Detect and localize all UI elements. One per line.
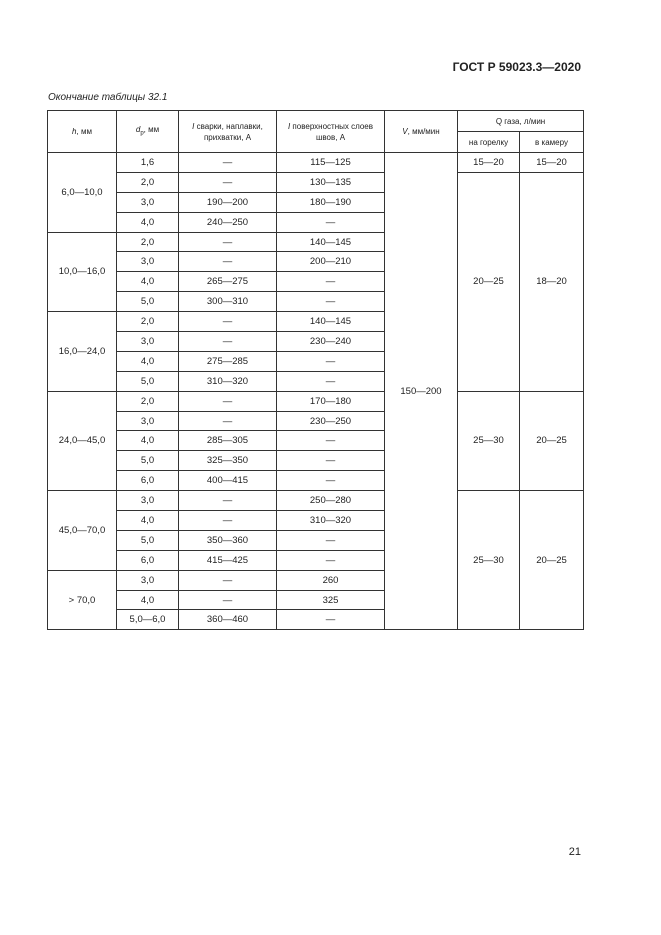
surface-current-cell: — [277, 371, 385, 391]
surface-current-cell: 140—145 [277, 232, 385, 252]
weld-current-cell: 190—200 [179, 192, 277, 212]
weld-current-cell: 350—360 [179, 530, 277, 550]
header-surface-current: I поверхностных слоев швов, А [277, 111, 385, 153]
weld-current-cell: — [179, 570, 277, 590]
weld-current-cell: — [179, 312, 277, 332]
table-body [48, 153, 584, 630]
surface-current-cell: — [277, 292, 385, 312]
header-gas-chamber: в камеру [520, 132, 584, 153]
diameter-cell: 2,0 [117, 232, 179, 252]
weld-current-cell: — [179, 411, 277, 431]
weld-current-cell: — [179, 491, 277, 511]
thickness-cell: > 70,0 [48, 570, 117, 630]
diameter-cell: 4,0 [117, 351, 179, 371]
diameter-cell: 5,0 [117, 292, 179, 312]
weld-current-cell: 310—320 [179, 371, 277, 391]
weld-current-cell: — [179, 332, 277, 352]
surface-current-cell: 140—145 [277, 312, 385, 332]
surface-current-cell: — [277, 530, 385, 550]
surface-current-cell: 310—320 [277, 511, 385, 531]
gas-chamber-cell: 20—25 [520, 491, 584, 630]
diameter-cell: 4,0 [117, 431, 179, 451]
header-gas-torch: на горелку [458, 132, 520, 153]
weld-current-cell: — [179, 153, 277, 173]
gas-chamber-cell: 20—25 [520, 391, 584, 490]
weld-current-cell: 275—285 [179, 351, 277, 371]
table-row [48, 491, 584, 511]
header-electrode-diameter: $d_p$, мм [117, 111, 179, 153]
weld-current-cell: 285—305 [179, 431, 277, 451]
weld-current-cell: — [179, 172, 277, 192]
weld-current-cell: 300—310 [179, 292, 277, 312]
weld-current-cell: 265—275 [179, 272, 277, 292]
welding-parameters-table [47, 110, 584, 630]
surface-current-cell: 260 [277, 570, 385, 590]
gas-torch-cell: 25—30 [458, 491, 520, 630]
weld-current-cell: 325—350 [179, 451, 277, 471]
surface-current-cell: 170—180 [277, 391, 385, 411]
diameter-cell: 2,0 [117, 312, 179, 332]
weld-current-cell: 400—415 [179, 471, 277, 491]
weld-current-cell: 415—425 [179, 550, 277, 570]
surface-current-cell: — [277, 610, 385, 630]
diameter-cell: 5,0—6,0 [117, 610, 179, 630]
diameter-cell: 3,0 [117, 411, 179, 431]
thickness-cell: 24,0—45,0 [48, 391, 117, 490]
weld-current-cell: — [179, 590, 277, 610]
thickness-cell: 16,0—24,0 [48, 312, 117, 392]
surface-current-cell: 325 [277, 590, 385, 610]
diameter-cell: 4,0 [117, 212, 179, 232]
surface-current-cell: 130—135 [277, 172, 385, 192]
surface-current-cell: — [277, 471, 385, 491]
diameter-cell: 3,0 [117, 192, 179, 212]
thickness-cell: 6,0—10,0 [48, 153, 117, 233]
diameter-cell: 4,0 [117, 511, 179, 531]
diameter-cell: 5,0 [117, 371, 179, 391]
surface-current-cell: 230—250 [277, 411, 385, 431]
table-row [48, 391, 584, 411]
gas-chamber-cell: 15—20 [520, 153, 584, 173]
surface-current-cell: 230—240 [277, 332, 385, 352]
header-thickness: h, мм [48, 111, 117, 153]
diameter-cell: 4,0 [117, 590, 179, 610]
gas-torch-cell: 25—30 [458, 391, 520, 490]
speed-cell: 150—200 [385, 153, 458, 630]
diameter-cell: 5,0 [117, 451, 179, 471]
surface-current-cell: — [277, 351, 385, 371]
surface-current-cell: — [277, 451, 385, 471]
surface-current-cell: — [277, 431, 385, 451]
thickness-cell: 10,0—16,0 [48, 232, 117, 312]
weld-current-cell: — [179, 252, 277, 272]
page-number: 21 [568, 846, 581, 858]
diameter-cell: 4,0 [117, 272, 179, 292]
surface-current-cell: 115—125 [277, 153, 385, 173]
surface-current-cell: 250—280 [277, 491, 385, 511]
diameter-cell: 6,0 [117, 550, 179, 570]
header-gas-flow: Q газа, л/мин [458, 111, 584, 132]
weld-current-cell: — [179, 232, 277, 252]
weld-current-cell: 240—250 [179, 212, 277, 232]
weld-current-cell: 360—460 [179, 610, 277, 630]
weld-current-cell: — [179, 511, 277, 531]
table-row [48, 172, 584, 192]
surface-current-cell: 200—210 [277, 252, 385, 272]
surface-current-cell: — [277, 272, 385, 292]
header-weld-current: I сварки, наплавки, прихватки, А [179, 111, 277, 153]
diameter-cell: 5,0 [117, 530, 179, 550]
gas-chamber-cell: 18—20 [520, 172, 584, 391]
gas-torch-cell: 20—25 [458, 172, 520, 391]
diameter-cell: 6,0 [117, 471, 179, 491]
diameter-cell: 2,0 [117, 172, 179, 192]
diameter-cell: 3,0 [117, 570, 179, 590]
table-row [48, 153, 584, 173]
gas-torch-cell: 15—20 [458, 153, 520, 173]
diameter-cell: 2,0 [117, 391, 179, 411]
surface-current-cell: — [277, 550, 385, 570]
table-caption: Окончание таблицы 32.1 [48, 92, 168, 103]
diameter-cell: 3,0 [117, 332, 179, 352]
thickness-cell: 45,0—70,0 [48, 491, 117, 571]
surface-current-cell: 180—190 [277, 192, 385, 212]
header-speed: V, мм/мин [385, 111, 458, 153]
diameter-cell: 1,6 [117, 153, 179, 173]
surface-current-cell: — [277, 212, 385, 232]
diameter-cell: 3,0 [117, 252, 179, 272]
document-code: ГОСТ Р 59023.3—2020 [452, 60, 581, 74]
weld-current-cell: — [179, 391, 277, 411]
diameter-cell: 3,0 [117, 491, 179, 511]
